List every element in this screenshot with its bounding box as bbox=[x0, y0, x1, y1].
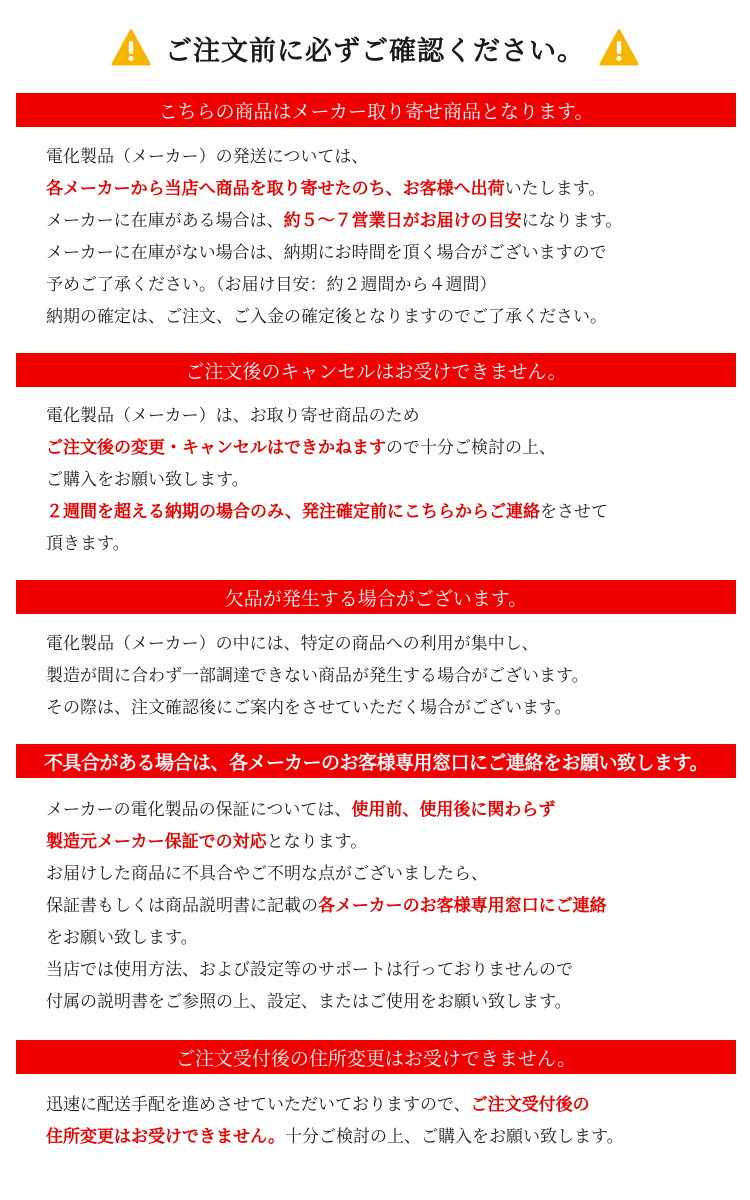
text-line bbox=[46, 794, 736, 826]
text-line bbox=[46, 986, 736, 1018]
body-text: 迅速に配送手配を進めさせていただいておりますので、 bbox=[46, 1095, 471, 1115]
highlighted-text: 使用前、使用後に関わらず bbox=[351, 800, 556, 820]
text-line bbox=[46, 858, 736, 890]
highlighted-text: 製造元メーカー保証での対応 bbox=[46, 832, 267, 852]
text-line bbox=[46, 628, 736, 660]
text-line bbox=[46, 464, 736, 496]
text-line bbox=[46, 1121, 736, 1153]
body-text: メーカーに在庫がない場合は、納期にお時間を頂く場合がございますので bbox=[46, 243, 607, 263]
section-body-address-change bbox=[46, 1089, 736, 1153]
highlighted-text: ご注文受付後の bbox=[470, 1095, 590, 1115]
body-text: 十分ご検討の上、ご購入をお願い致します。 bbox=[285, 1127, 624, 1147]
text-line bbox=[46, 496, 736, 528]
body-text: メーカーに在庫がある場合は、 bbox=[46, 211, 284, 231]
page-title: ご注文前に必ずご確認ください。 bbox=[165, 35, 585, 67]
body-text: 頂きます。 bbox=[46, 534, 130, 554]
text-line bbox=[46, 922, 736, 954]
body-text: 納期の確定は、ご注文、ご入金の確定後となりますのでご了承ください。 bbox=[46, 307, 607, 327]
text-line bbox=[46, 173, 736, 205]
section-banner-maker-order: こちらの商品はメーカー取り寄せ商品となります。 bbox=[16, 93, 736, 127]
text-line bbox=[46, 890, 736, 922]
text-line bbox=[46, 432, 736, 464]
body-text: をお願い致します。 bbox=[46, 928, 198, 948]
body-text: ので十分ご検討の上、 bbox=[386, 438, 556, 458]
body-text: ご購入をお願い致します。 bbox=[46, 470, 249, 490]
highlighted-text: 住所変更はお受けできません。 bbox=[46, 1127, 286, 1147]
section-banner-out-of-stock: 欠品が発生する場合がございます。 bbox=[16, 580, 736, 614]
text-line bbox=[46, 528, 736, 560]
text-line bbox=[46, 237, 736, 269]
section-body-defects bbox=[46, 794, 736, 1018]
warning-icon bbox=[599, 28, 639, 68]
body-text: 電化製品（メーカー）の発送については、 bbox=[46, 147, 369, 167]
text-line bbox=[46, 826, 736, 858]
section-body-no-cancel bbox=[46, 400, 736, 560]
section-body-maker-order bbox=[46, 141, 736, 333]
body-text: 電化製品（メーカー）は、お取り寄せ商品のため bbox=[46, 406, 420, 426]
body-text: となります。 bbox=[266, 832, 368, 852]
text-line bbox=[46, 141, 736, 173]
body-text: その際は、注文確認後にご案内をさせていただく場合がございます。 bbox=[46, 698, 572, 718]
text-line bbox=[46, 954, 736, 986]
text-line bbox=[46, 1089, 736, 1121]
body-text: になります。 bbox=[521, 211, 623, 231]
section-body-out-of-stock bbox=[46, 628, 736, 724]
body-text: 電化製品（メーカー）の中には、特定の商品への利用が集中し、 bbox=[46, 634, 539, 654]
highlighted-text: 各メーカーから当店へ商品を取り寄せたのち、お客様へ出荷 bbox=[46, 179, 505, 199]
highlighted-text: ２週間を超える納期の場合のみ、発注確定前にこちらからご連絡 bbox=[46, 502, 541, 522]
body-text: 付属の説明書をご参照の上、設定、またはご使用をお願い致します。 bbox=[46, 992, 572, 1012]
text-line bbox=[46, 692, 736, 724]
body-text: をさせて bbox=[540, 502, 609, 522]
text-line bbox=[46, 400, 736, 432]
section-banner-defects: 不具合がある場合は、各メーカーのお客様専用窓口にご連絡をお願い致します。 bbox=[16, 744, 736, 778]
body-text: 予めご了承ください。（お届け目安：約２週間から４週間） bbox=[46, 275, 497, 295]
highlighted-text: ご注文後の変更・キャンセルはできかねます bbox=[46, 438, 386, 458]
warning-icon bbox=[111, 28, 151, 68]
body-text: いたします。 bbox=[504, 179, 606, 199]
text-line bbox=[46, 205, 736, 237]
title-row bbox=[0, 24, 750, 72]
section-banner-no-cancel: ご注文後のキャンセルはお受けできません。 bbox=[16, 353, 736, 387]
body-text: 当店では使用方法、および設定等のサポートは行っておりませんので bbox=[46, 960, 573, 980]
section-banner-address-change: ご注文受付後の住所変更はお受けできません。 bbox=[16, 1040, 736, 1074]
body-text: 製造が間に合わず一部調達できない商品が発生する場合がございます。 bbox=[46, 666, 589, 686]
text-line bbox=[46, 301, 736, 333]
body-text: お届けした商品に不具合やご不明な点がございましたら、 bbox=[46, 864, 488, 884]
highlighted-text: 各メーカーのお客様専用窓口にご連絡 bbox=[318, 896, 607, 916]
text-line bbox=[46, 660, 736, 692]
text-line bbox=[46, 269, 736, 301]
body-text: メーカーの電化製品の保証については、 bbox=[46, 800, 352, 820]
body-text: 保証書もしくは商品説明書に記載の bbox=[46, 896, 318, 916]
highlighted-text: 約５〜７営業日がお届けの目安 bbox=[283, 211, 522, 231]
